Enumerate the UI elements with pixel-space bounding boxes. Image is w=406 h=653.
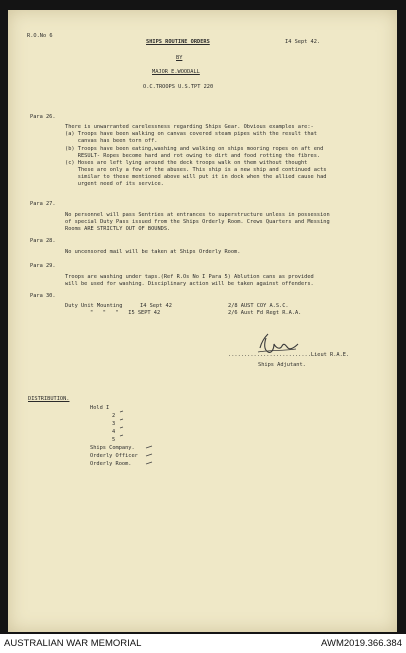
para-label: Para 28. [30,238,56,244]
para-line: (c) Hoses are left lying around the deck troops walk on them without thought [65,160,308,166]
duty-label: Duty Unit Mounting [65,303,123,309]
para-label: Para 26. [30,114,56,120]
para-line: (a) Troops have been walking on canvas covered steam pipes with the result that [65,131,317,137]
signatory-role: Ships Adjutant. [258,362,306,368]
para-line: No uncensored mail will be taken at Ships Orderly Room. [65,249,241,255]
duty-date: " " " I5 SEPT 42 [90,310,161,316]
signature-line: ..........................Lieut R.A.E. [228,352,350,358]
para-line: canvas has been torn off. [65,138,158,144]
distribution-item: Orderly Room. [90,461,132,467]
distribution-item: 5 [112,437,116,443]
distribution-heading: DISTRIBUTION. [28,396,70,402]
duty-unit: 2/6 Aust Fd Regt R.A.A. [228,310,302,316]
footer-institution: AUSTRALIAN WAR MEMORIAL [4,638,142,649]
distribution-item: 3 [112,421,116,427]
para-label: Para 30. [30,293,56,299]
para-line: There is unwarranted carelessness regarding Ships Gear. Obvious examples are:- [65,124,314,130]
document-title: SHIPS ROUTINE ORDERS [146,39,210,45]
by-line: BY [176,55,183,61]
document-page [8,10,397,632]
para-line: RESULT- Ropes become hard and rot owing to dirt and food rotting the fibres. [65,153,321,159]
tick-marks [118,408,160,470]
distribution-item: 4 [112,429,116,435]
para-line: These are only a few of the abuses. This ship is a new ship and continued acts [65,167,327,173]
author-name: MAJOR E.WOODALL [152,69,200,75]
para-line: of special Duty Pass issued from the Ships Orderly Room. Crews Quarters and Messing [65,219,330,225]
para-line: will be used for washing. Disciplinary action will be taken against offenders. [65,281,314,287]
para-line: No personnel will pass Sentries at entrances to superstructure unless in possession [65,212,330,218]
distribution-item: Hold I [90,405,110,411]
footer-accession-number: AWM2019.366.384 [321,638,402,649]
para-line: similar to these mentioned above will put it in dock when the allied cause had [65,174,327,180]
distribution-item: 2 [112,413,116,419]
footer-bar [0,634,406,653]
para-line: urgent need of its service. [65,181,164,187]
para-line: (b) Troops have been eating,washing and walking on ships mooring ropes on aft end [65,146,324,152]
unit-name: O.C.TROOPS U.S.TPT 220 [143,84,214,90]
document-date: I4 Sept 42. [285,39,321,45]
order-reference: R.O.No 6 [27,33,53,39]
distribution-item: Orderly Officer [90,453,138,459]
duty-unit: 2/8 AUST COY A.S.C. [228,303,289,309]
distribution-item: Ships Company. [90,445,135,451]
para-label: Para 27. [30,201,56,207]
duty-date: I4 Sept 42 [140,303,172,309]
para-line: Rooms ARE STRICTLY OUT OF BOUNDS. [65,226,171,232]
para-label: Para 29. [30,263,56,269]
para-line: Troops are washing under taps.(Ref R.Os No I Para 5) Ablution cans as provided [65,274,314,280]
